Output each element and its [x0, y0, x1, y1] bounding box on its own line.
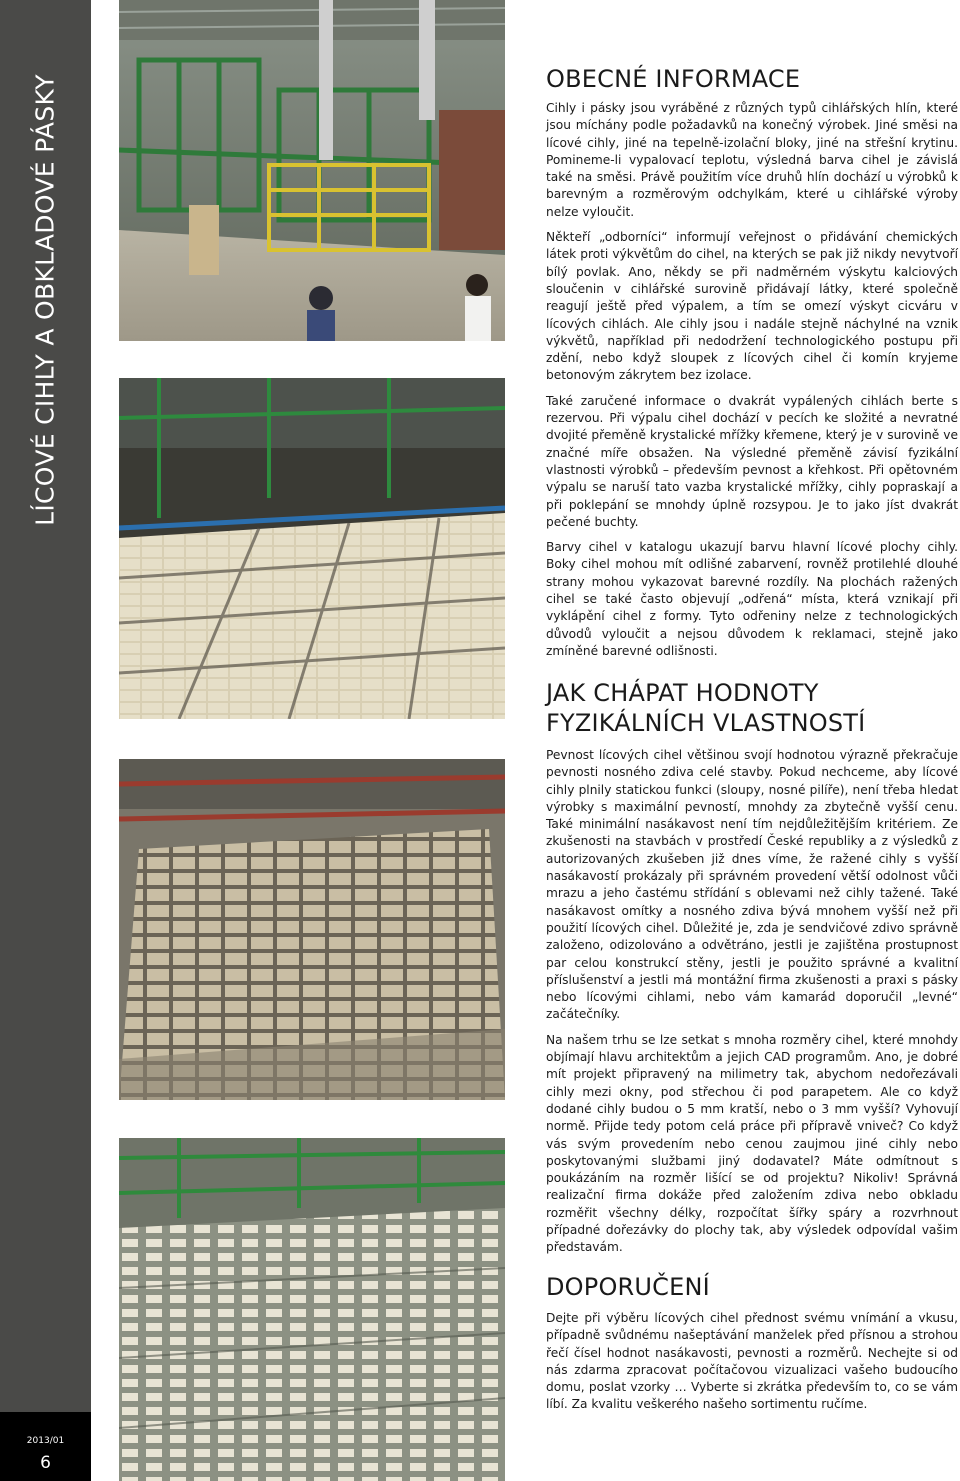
section-heading: DOPORUČENÍ: [546, 1273, 710, 1301]
paragraph: Pevnost lícových cihel většinou svojí hodnotou výrazně překračuje pevnosti nosného zdiva celé stavby. Pokud nechceme, aby lícové cihly plnily statickou funkci (sloupy, nosné pilíře), není třeba hledat výrobky s maximální pevností, mnohdy za zbytečně vyšší cenu. Také minimální nasákavost není tím nejdůležitějším kritériem. Ze zkušenosti na stavbách v prostředí České republiky a z výsledků z autorizovaných zkušeben již dnes víme, že ražené cihly s vyšší nasákavostí prokázaly při správném provedení větší odolnost vůči mrazu a jeho častému střídání s oblevami než cihly tažené. Také nasákavost omítky a nosného zdiva bývá mnohem vyšší než při použití lícových cihel. Důležité je, zda je sendvičové zdivo správně založeno, odizolováno a odvětráno, jestli je zajištěna prostupnost par celou konstrukcí stěny, jestli je použito správné a kvalitní příslušenství a jestli má montážní firma zkušenosti a praxi s pásky nebo lícovými cihlami, nebo vám kamarád doporučil „levné“ začátečníky.: [546, 748, 958, 1022]
section-general-information: [546, 64, 958, 668]
paragraph: Někteří „odborníci“ informují veřejnost o přidávání chemických látek proti výkvětům do cihel, na kterých se pak již nikdy nevytvoří bílý povlak. Ano, někdy se při nadměrném výskytu kalciových sloučenin v cihlářské surovině přidávají látky, které společně reagují ještě před výpalem, a tím se omezí výskyt cicváru v lícových cihlách. Ale cihly jsou i nadále stejně náchylné na vznik výkvětů, například při nedodržení technologického postupu při zdění, nebo když sloupek z lícových cihel či komín kryjeme betonovým zákrytem bez izolace.: [546, 230, 958, 383]
paragraph: Na našem trhu se lze setkat s mnoha rozměry cihel, které mnohdy objímají hlavu architektům a jejich CAD programům. Ano, je dobré mít projekt připravený na milimetry tak, abychom nedořezávali cihly mezi okny, pod střechou či pod parapetem. Ale co když dodané cihly budou o 5 mm kratší, nebo o 3 mm vyšší? Vyhovují normě. Přijde tedy potom celá práce při přípravě vniveč? Co když vás svým provedením nebo cenou zaujmou jiné cihly nebo poskytovanými službami jiný dodavatel? Máte odmítnout s poukázáním na rozměr lišící se od projektu? Nikoliv! Správná realizační firma dokáže před založením zdiva nebo obkladu rozměřit všechny délky, rozpočítat šířky spáry a rozvrhnout případné dořezávky do plochy tak, aby výsledek odpovídal vašim představám.: [546, 1032, 958, 1255]
brick-warehouse-photo: [119, 378, 505, 719]
paragraph: Dejte při výběru lícových cihel přednost svému vnímání a vkusu, případně svůdnému našeptávání manželek před přísnou a strohou řečí čísel hodnot nasákavosti, pevnosti a rozměrů. Nechejte si od nás zdarma zpracovat počítačovou vizualizaci vašeho budoucího domu, poslat vzorky … Vyberte si zkrátka především to, co se vám líbí. Za kvalitu veškerého našeho sortimentu ručíme.: [546, 1311, 958, 1412]
paragraph: Cihly i pásky jsou vyráběné z různých typů cihlářských hlín, které jsou míchány podle požadavků na konečný výrobek. Jiné směsi na lícové cihly, jiné na tepelně-izolační bloky, jiné na střešní krytinu. Pomineme-li vypalovací teplotu, výsledná barva cihel je závislá také na směsi. Právě použitím více druhů hlín dochází u výrobků k barevným a rozměrovým odchylkám, které u cihlářské výroby nelze vyloučit.: [546, 101, 958, 219]
page-footer: [0, 1412, 91, 1481]
drying-bricks-photo: [119, 1138, 505, 1481]
page-number: 6: [40, 1453, 51, 1473]
paragraph: Také zaručené informace o dvakrát vypálených cihlách berte s rezervou. Při výpalu cihel dochází v pecích ke složité a nevratné dvojité přeměně krystalické mřížky křemene, který je v surovině ve značné míře obsažen. Na výsledné přeměně závisí fyzikální vlastnosti výrobků – především pevnost a křehkost. Při opětovném výpalu se naruší tato vazba krystalické mřížky, cihly popraskají a při poklepání se mnohdy úplně rozsypou. Je to jako jíst dvakrát pečené buchty.: [546, 393, 958, 529]
vertical-section-title: LÍCOVÉ CIHLY A OBKLADOVÉ PÁSKY: [30, 74, 60, 526]
sidebar-band: [0, 0, 91, 1412]
paragraph: Barvy cihel v katalogu ukazují barvu hlavní lícové plochy cihly. Boky cihel mohou mít odlišné zabarvení, rovněž protilehlé dlouhé strany mohou vykazovat barevné rozdíly. Na plochách ražených cihel se také často objevují „odřená“ místa, která vznikají při vyklápění cihel z formy. Tyto odřeniny nelze z technologických důvodů vyloučit a nejsou důvodem k reklamaci, stejně jako zmíněné barevné odlišnosti.: [546, 540, 958, 658]
stacked-bricks-photo: [119, 759, 505, 1100]
section-heading: JAK CHÁPAT HODNOTY FYZIKÁLNÍCH VLASTNOSTÍ: [546, 679, 866, 737]
factory-interior-photo: [119, 0, 505, 341]
section-heading: OBECNÉ INFORMACE: [546, 65, 801, 93]
section-recommendation: [546, 1272, 958, 1422]
section-physical-properties: [546, 678, 958, 1265]
issue-label: 2013/01: [26, 1436, 65, 1446]
